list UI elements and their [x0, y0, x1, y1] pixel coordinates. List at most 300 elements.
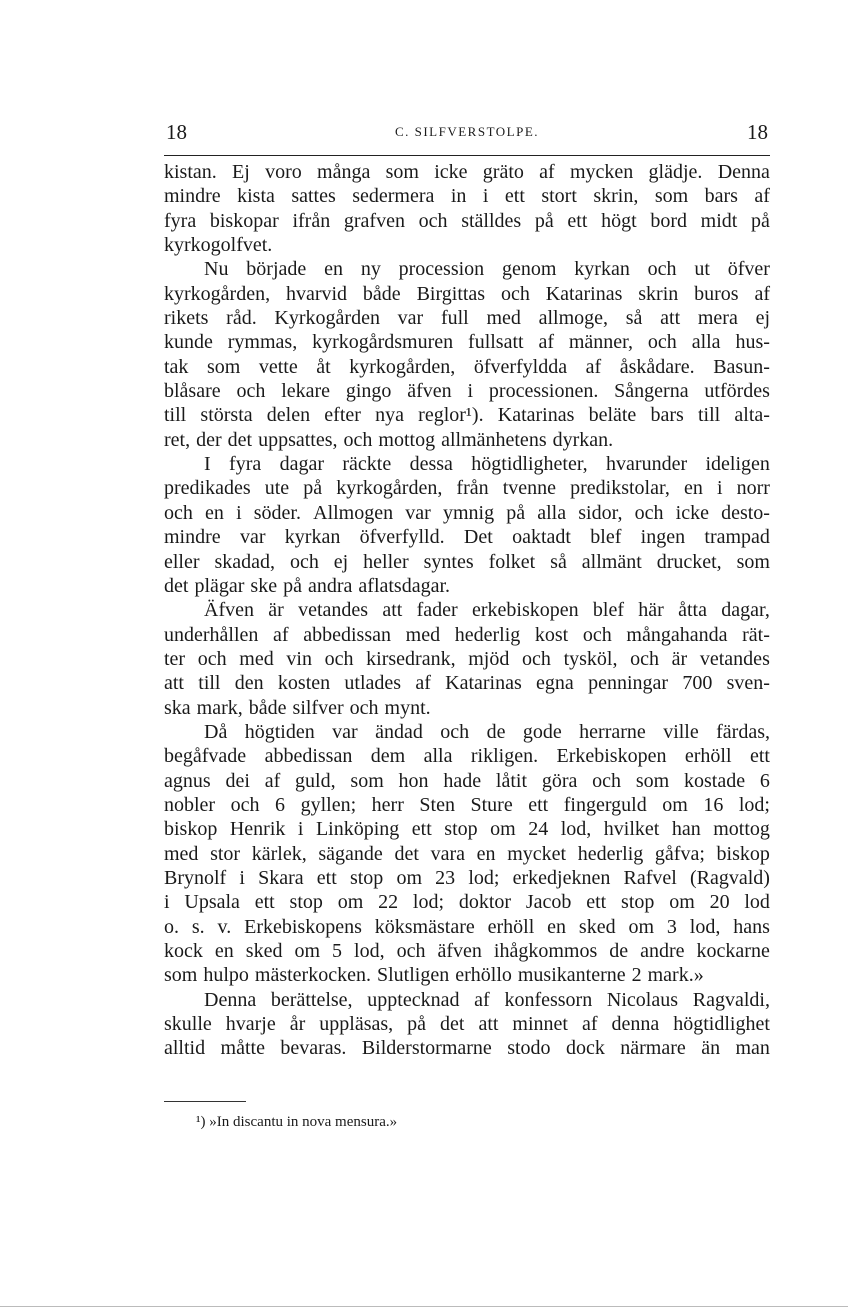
word: mycket: [507, 842, 567, 865]
word: plägar: [194, 574, 245, 597]
word: som: [654, 185, 689, 208]
word: sidor,: [578, 501, 623, 524]
word: så: [625, 307, 643, 330]
word: biskop: [164, 818, 218, 841]
text-line: [164, 550, 770, 574]
word: af: [585, 355, 602, 378]
word: af: [754, 185, 770, 208]
word: sven-: [726, 672, 770, 695]
word: en: [205, 501, 224, 524]
word: dagar: [279, 453, 325, 476]
word: bevaras.: [280, 1037, 347, 1060]
word: minnet: [512, 1013, 568, 1036]
text-line: [164, 623, 770, 647]
text-line: [164, 379, 770, 403]
word: andra: [307, 574, 353, 597]
text-line: [164, 501, 770, 525]
word: tvenne: [502, 477, 557, 500]
word: och: [592, 769, 622, 792]
word: ej: [755, 307, 770, 330]
word: dessa: [409, 453, 453, 476]
text-line: [164, 525, 770, 549]
word: gyllen;: [300, 793, 357, 816]
word: ret,: [164, 428, 191, 451]
word: Erkebiskopen: [556, 745, 667, 768]
word: lod,: [689, 915, 721, 938]
word: sattes: [291, 185, 336, 208]
word: åtta: [678, 599, 707, 622]
word: stodo: [507, 1037, 551, 1060]
word: åt: [316, 355, 331, 378]
word: kostade: [683, 769, 746, 792]
word: allmoge,: [538, 307, 609, 330]
word: ingen: [640, 526, 686, 549]
word: Upsala: [184, 891, 240, 914]
word: lod;: [468, 866, 500, 889]
word: ett: [749, 745, 770, 768]
word: abbedissan: [264, 745, 353, 768]
word: penningar: [588, 672, 669, 695]
word: i: [236, 501, 242, 524]
word: var: [239, 526, 266, 549]
text-line: [164, 671, 770, 695]
word: om: [294, 940, 321, 962]
word: 6: [759, 769, 770, 792]
word: mark,: [196, 696, 243, 719]
word: Nicolaus: [606, 988, 679, 1011]
text-line: [164, 452, 770, 476]
running-title: C. SILFVERSTOLPE.: [394, 124, 540, 139]
word: öfverfyldda: [473, 355, 568, 378]
word: kunde: [164, 331, 213, 354]
word: fyra: [229, 453, 262, 476]
page-number-left: 18: [166, 120, 187, 144]
word: och: [349, 696, 379, 719]
word: Henrik: [229, 818, 286, 841]
word: egna: [536, 672, 574, 695]
word: mottog: [378, 428, 436, 451]
word: ifrån: [292, 209, 331, 232]
word: stor: [210, 842, 241, 865]
text-line: [164, 988, 770, 1012]
word: Basun-: [713, 355, 770, 378]
word: trampad: [704, 526, 770, 549]
word: en: [683, 477, 703, 500]
word: kyrkan: [574, 258, 630, 281]
word: bars: [650, 404, 684, 427]
word: en: [476, 842, 496, 865]
word: procession: [398, 258, 485, 281]
word: de: [486, 720, 506, 743]
word: der: [196, 428, 222, 451]
word: Katarinas: [545, 282, 623, 305]
word: det: [164, 574, 189, 597]
word: lod,: [560, 818, 592, 841]
text-line: [164, 1036, 770, 1060]
word: år: [289, 1013, 306, 1036]
word: Birgittas: [416, 282, 486, 305]
word: begåfvade: [164, 745, 247, 768]
word: färdas,: [716, 720, 770, 743]
word: en: [214, 940, 234, 962]
word: och: [343, 428, 373, 451]
word: underhållen: [164, 623, 259, 646]
word: och: [396, 940, 426, 962]
word: ute: [264, 477, 290, 500]
word: rymmas,: [227, 331, 298, 354]
word: glädje.: [648, 161, 703, 183]
word: att: [660, 307, 681, 330]
word: 20: [709, 891, 730, 914]
word: mynt.: [384, 696, 431, 719]
word: s.: [191, 915, 205, 938]
word: hans: [733, 915, 770, 938]
word: dagar,: [721, 599, 770, 622]
word: var: [397, 307, 424, 330]
word: Denna: [204, 988, 257, 1011]
word: mindre: [164, 185, 221, 208]
word: och: [500, 282, 530, 305]
word: om: [337, 891, 364, 914]
word: Äfven: [204, 599, 254, 622]
word: ett: [316, 866, 337, 889]
word: med: [405, 623, 441, 646]
word: erhöll: [684, 745, 732, 768]
word: buros: [694, 282, 739, 305]
word: lod: [744, 891, 770, 914]
word: ville: [663, 720, 699, 743]
word: blåsare: [164, 380, 221, 403]
text-line: [164, 769, 770, 793]
word: grafven: [343, 209, 405, 232]
word: stop: [444, 818, 478, 841]
word: hulpo: [203, 964, 249, 987]
word: om: [396, 866, 423, 889]
word: utfördes: [704, 380, 770, 403]
word: här: [638, 599, 664, 622]
word: ut: [694, 258, 710, 281]
word: Sångerna: [614, 380, 689, 403]
word: Det: [463, 526, 493, 549]
word: allmänt: [581, 550, 642, 573]
word: det: [227, 428, 253, 451]
word: processionen.: [488, 380, 599, 403]
word: kyrkogården,: [164, 282, 271, 305]
word: fingerguld: [563, 793, 647, 816]
word: dei: [225, 769, 250, 792]
word: köksmästare: [374, 915, 475, 938]
header-rule: [164, 155, 770, 156]
word: på: [283, 574, 302, 597]
word: kyrkogården,: [349, 355, 456, 378]
word: fader: [416, 599, 458, 622]
word: Sture: [470, 793, 513, 816]
word: och: [630, 647, 660, 670]
word: kost: [534, 623, 569, 646]
word: skulle: [164, 1013, 212, 1036]
word: i: [297, 818, 304, 841]
word: ett: [254, 891, 275, 914]
word: på: [751, 209, 770, 232]
word: uppläsas,: [319, 1013, 394, 1036]
word: aflatsdagar.: [358, 574, 451, 597]
text-line: [164, 257, 770, 281]
word: norr: [736, 477, 770, 500]
word: af: [539, 161, 555, 183]
word: låtit: [495, 769, 528, 792]
word: än: [701, 1037, 721, 1060]
word: måtte: [220, 1037, 265, 1060]
word: kista: [237, 185, 275, 208]
word: lod;: [412, 891, 445, 914]
word: beläte: [588, 404, 637, 427]
word: och: [236, 380, 266, 403]
text-line: [164, 890, 770, 914]
word: eller: [164, 550, 200, 573]
word: lod,: [354, 940, 385, 962]
word: och: [582, 623, 612, 646]
word: i: [164, 891, 170, 914]
word: genom: [502, 258, 557, 281]
word: hvarje: [225, 1013, 276, 1036]
word: alla: [691, 331, 721, 354]
word: erkebiskopen: [472, 599, 579, 622]
text-line: [164, 355, 770, 379]
word: kyrkan: [284, 526, 341, 549]
word: (Ragvald): [689, 866, 770, 889]
word: både: [248, 696, 287, 719]
word: vetandes: [298, 599, 369, 622]
text-line: [164, 963, 770, 987]
word: oaktadt: [512, 526, 571, 549]
word: blef: [592, 599, 625, 622]
word: hon: [398, 769, 429, 792]
word: vette: [258, 355, 298, 378]
word: ideligen: [705, 453, 770, 476]
word: 700: [682, 672, 713, 695]
word: delen: [266, 404, 311, 427]
word: hade: [443, 769, 482, 792]
word: ny: [360, 258, 381, 281]
word: Denna: [717, 161, 770, 183]
word: fullsatt: [468, 331, 524, 354]
text-line: [164, 866, 770, 890]
word: af: [538, 331, 554, 354]
word: Rafvel: [623, 866, 677, 889]
word: fyra: [164, 209, 197, 232]
word: 2: [631, 964, 642, 987]
word: alltid: [164, 1037, 206, 1060]
word: råd.: [226, 307, 257, 330]
text-line: [164, 574, 770, 598]
word: uppsattes,: [258, 428, 338, 451]
word: 23: [435, 866, 456, 889]
page-header: [166, 120, 768, 150]
word: kistan.: [164, 161, 217, 183]
word: om: [669, 891, 695, 914]
word: desto-: [721, 501, 770, 524]
word: att: [478, 1013, 499, 1036]
word: till: [198, 672, 221, 695]
word: ett: [528, 793, 549, 816]
word: herrarne: [579, 720, 646, 743]
word: och: [647, 258, 677, 281]
word: alla: [537, 501, 567, 524]
word: och: [647, 331, 677, 354]
word: och: [522, 647, 551, 670]
text-line: [164, 1012, 770, 1036]
word: hvarunder: [606, 453, 688, 476]
word: tak: [164, 355, 189, 378]
word: gåfva;: [654, 842, 705, 865]
word: dem: [370, 745, 406, 768]
word: sked: [245, 940, 283, 962]
text-line: [164, 915, 770, 939]
word: är: [671, 647, 688, 670]
text-line: [164, 744, 770, 768]
word: o.: [164, 915, 179, 938]
word: med: [486, 307, 521, 330]
word: ändad: [375, 720, 423, 743]
word: ett: [586, 891, 607, 914]
word: man: [735, 1037, 770, 1060]
word: abbedissan: [303, 623, 391, 646]
word: var: [332, 720, 358, 743]
word: lod;: [738, 793, 770, 816]
word: denna: [611, 1013, 660, 1036]
word: gingo: [345, 380, 392, 403]
word: öfverfylld.: [359, 526, 445, 549]
footnote-text: »In discantu in nova mensura.»: [209, 1114, 398, 1130]
text-line: [164, 598, 770, 622]
word: Katarinas: [445, 672, 522, 695]
word: heller: [363, 550, 409, 573]
word: mångahanda: [626, 623, 728, 646]
word: biskop: [716, 842, 770, 865]
word: i: [467, 380, 474, 403]
word: icke: [675, 501, 709, 524]
word: stort: [541, 185, 577, 208]
word: som: [385, 161, 419, 183]
word: mjöd: [468, 647, 510, 670]
word: Linköping: [315, 818, 400, 841]
word: att: [382, 599, 403, 622]
word: högt: [601, 209, 637, 232]
word: 16: [703, 793, 724, 816]
text-line: [164, 939, 770, 963]
word: erhöll: [487, 915, 535, 938]
word: v.: [217, 915, 232, 938]
word: vin: [286, 647, 312, 670]
word: i: [716, 477, 723, 500]
word: som: [736, 550, 770, 573]
word: silfver: [292, 696, 344, 719]
word: största: [200, 404, 253, 427]
word: sked: [578, 915, 616, 938]
word: mycken: [569, 161, 634, 183]
text-line: [164, 428, 770, 452]
word: äfven: [437, 940, 482, 962]
page-number-right: 18: [747, 120, 768, 144]
word: som: [635, 769, 670, 792]
text-line: [164, 842, 770, 866]
word: och: [230, 793, 260, 816]
word: det: [440, 1013, 465, 1036]
word: äfven: [407, 380, 452, 403]
word: männer,: [568, 331, 634, 354]
word: är: [268, 599, 284, 622]
word: stop: [289, 891, 323, 914]
word: herr: [371, 793, 404, 816]
word: om: [628, 915, 655, 938]
text-line: [164, 330, 770, 354]
word: kärlek,: [251, 842, 307, 865]
word: från: [456, 477, 489, 500]
word: konfessorn: [504, 988, 593, 1011]
word: gode: [522, 720, 562, 743]
word: syntes: [423, 550, 474, 573]
word: bars: [704, 185, 738, 208]
word: högtidligheter,: [471, 453, 588, 476]
word: i: [482, 185, 489, 208]
word: rikets: [164, 307, 209, 330]
text-line: [164, 720, 770, 744]
word: in: [450, 185, 467, 208]
word: mottog: [713, 818, 770, 841]
word: af: [415, 672, 431, 695]
word: Nu: [204, 258, 229, 281]
word: och: [164, 501, 193, 524]
word: mästerkocken.: [254, 964, 371, 987]
word: ett: [504, 185, 525, 208]
word: kockarne: [696, 940, 770, 962]
text-line: [164, 696, 770, 720]
word: skadad,: [214, 550, 276, 573]
word: till: [697, 404, 721, 427]
word: söder.: [253, 501, 301, 524]
text-line: [164, 793, 770, 817]
word: berättelse,: [270, 988, 353, 1011]
word: mark.»: [647, 964, 704, 987]
word: med: [239, 647, 274, 670]
word: både: [362, 282, 401, 305]
word: kosten: [277, 672, 331, 695]
page-bottom-edge: [0, 1306, 848, 1307]
word: 3: [666, 915, 677, 938]
word: ihågkommos: [493, 940, 598, 962]
word: närmare: [620, 1037, 686, 1060]
word: Jacob: [525, 891, 572, 914]
word: 5: [332, 940, 343, 962]
word: så: [550, 550, 567, 573]
word: gräto: [482, 161, 524, 183]
word: det: [394, 842, 419, 865]
word: af: [273, 623, 289, 646]
word: om: [662, 793, 688, 816]
word: göra: [541, 769, 578, 792]
word: upptecknad: [367, 988, 460, 1011]
word: nya: [375, 404, 404, 427]
word: guld,: [295, 769, 336, 792]
word: rikligen.: [470, 745, 539, 768]
word: efter: [324, 404, 361, 427]
word: Sten: [419, 793, 455, 816]
word: på: [534, 209, 554, 232]
word: vetandes: [699, 647, 770, 670]
word: hvarvid: [285, 282, 348, 305]
word: som: [350, 769, 384, 792]
word: hus-: [735, 331, 770, 354]
